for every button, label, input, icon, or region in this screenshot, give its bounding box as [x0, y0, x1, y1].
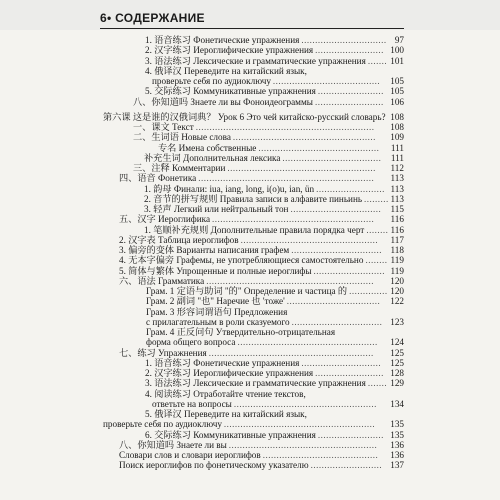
toc-entry-title: 三、注释 Комментарии	[133, 163, 226, 173]
toc-page-number: 128	[390, 368, 404, 378]
toc-entry-title: 一、课文 Текст	[133, 122, 194, 132]
leader-dots: ............................................	[258, 142, 380, 153]
toc-entry-title: 2. 汉字练习 Иероглифические упражнения	[145, 368, 314, 378]
toc-entry	[0, 96, 500, 108]
leader-dots: ................................................................	[198, 173, 375, 184]
leader-dots: .................................	[291, 245, 382, 255]
toc-entry-title: 3. 偏旁的变体 Варианты написания графем	[119, 245, 290, 255]
leader-dots: ............................................................	[208, 347, 374, 358]
toc-page-number: 113	[390, 183, 404, 194]
leader-dots: .........	[364, 193, 389, 204]
toc-page-number: 111	[390, 152, 404, 163]
leader-dots: ..........................	[310, 460, 383, 471]
toc-page-number: 122	[390, 296, 404, 307]
toc-page-number: 124	[390, 337, 404, 348]
leader-dots: ..............	[349, 286, 388, 296]
leader-dots: ....................................	[282, 152, 382, 163]
leader-dots: ....................................................	[232, 132, 376, 143]
toc-entry-title: 4. 俄译汉 Переведите на китайский язык,	[145, 65, 307, 76]
leader-dots: ........	[365, 255, 388, 266]
toc-page-number: 134	[390, 398, 404, 409]
toc-entry-title: 3. 轻声 Легкий или нейтральный тон	[144, 204, 289, 214]
toc-page-number: 125	[390, 357, 404, 368]
toc-page-number: 101	[390, 55, 404, 66]
toc-page-number: 135	[390, 419, 404, 430]
toc-entry-title: с прилагательным в роли сказуемого	[146, 316, 290, 327]
leader-dots: .......................................................	[223, 419, 376, 430]
toc-page-number: 111	[390, 142, 404, 153]
leader-dots: .............................................................	[206, 275, 374, 286]
leader-dots: ..........................................	[262, 450, 379, 460]
leader-dots: ........................	[317, 86, 384, 97]
leader-dots: ....................................................	[233, 398, 377, 409]
leader-dots: ..........................	[313, 265, 386, 276]
toc-entry-title: Словари слов и словари иероглифов	[119, 450, 261, 460]
toc-page-number: 125	[390, 347, 404, 358]
leader-dots: .......	[367, 378, 388, 389]
toc-page-number: 118	[390, 245, 404, 255]
toc-entry-title: 5. 俄译汉 Переведите на китайский язык,	[145, 409, 307, 419]
toc-page-number: 116	[390, 224, 404, 235]
toc-page-number: 106	[390, 96, 404, 107]
toc-page-number: 136	[390, 450, 404, 460]
toc-entry-title: 四、语音 Фонетика	[119, 173, 197, 184]
toc-entry	[0, 459, 500, 471]
toc-entry-title: 二、生词语 Новые слова	[133, 132, 231, 143]
leader-dots: .............................	[301, 357, 382, 368]
toc-entry-title: 1. 语音练习 Фонетические упражнения	[145, 35, 300, 45]
toc-page-number: 112	[390, 163, 404, 173]
page-title: 6• СОДЕРЖАНИЕ	[100, 11, 205, 25]
leader-dots: ......................................................	[228, 439, 378, 450]
leader-dots: .................................	[290, 204, 382, 214]
toc-page-number: 137	[390, 460, 404, 471]
toc-page-number: 97	[394, 35, 404, 45]
leader-dots: .......	[367, 55, 388, 66]
toc-entry-title: 2. 汉字表 Таблица иероглифов	[119, 234, 239, 245]
toc-page-number: 119	[390, 255, 404, 266]
toc-page-number: 135	[390, 429, 404, 440]
leader-dots: .........................	[316, 183, 385, 194]
toc-entry-title: 1. 笔顺补充规则 Дополнительные правила порядка черт	[144, 224, 365, 235]
leader-dots: ...............................	[301, 35, 387, 45]
toc-page-number: 108	[390, 111, 404, 122]
toc-entry-title: 补充生词 Дополнительная лексика	[144, 152, 281, 163]
toc-page-number: 117	[390, 234, 404, 245]
leader-dots: ........................	[317, 429, 384, 440]
toc-entry-title: 专名 Имена собственные	[158, 142, 257, 153]
toc-entry-title: 第六课 这是谁的汉俄词典？ Урок 6 Это чей китайско-русский словарь?	[103, 111, 386, 122]
leader-dots: .......................................	[272, 76, 381, 86]
leader-dots: .........................	[315, 45, 384, 56]
toc-page-number: 123	[390, 316, 404, 327]
toc-entry-title: 六、语法 Грамматика	[119, 275, 205, 286]
toc-entry-title: 七、练习 Упражнения	[119, 347, 207, 358]
leader-dots: ...........................................................	[212, 214, 375, 225]
toc-page-number: 129	[390, 378, 404, 389]
leader-dots: ........	[366, 224, 389, 235]
toc-page-number: 136	[390, 439, 404, 450]
toc-entry-title: Грам. 3 形容词谓语句 Предложения	[146, 306, 288, 317]
toc-entry-title: 1. 语音练习 Фонетические упражнения	[145, 357, 300, 368]
toc-entry-title: 5. 交际练习 Коммуникативные упражнения	[145, 86, 316, 97]
toc-entry-title: 2. 汉字练习 Иероглифические упражнения	[145, 45, 314, 56]
toc-page-number: 108	[390, 122, 404, 132]
leader-dots: ..................................	[286, 296, 381, 307]
toc-entry-title: 1. 韵母 Финали: iua, iang, long, i(o)u, ian, ün	[144, 183, 315, 194]
toc-entry-title: 4. 无本字偏旁 Графемы, не употребляющиеся самостоятельно	[119, 255, 364, 266]
leader-dots: .........................	[315, 368, 384, 378]
toc-entry-title: Грам. 1 定语与助词 "的" Определение и частица 的	[146, 286, 348, 296]
toc-entry-title: ответьте на вопросы	[152, 398, 232, 409]
leader-dots: .........................	[314, 96, 384, 107]
toc-entry-title: 2. 音节的拼写规则 Правила записи в алфавите пиньинь	[144, 193, 363, 204]
toc-entry-title: проверьте себя по аудиоключу	[152, 76, 271, 86]
toc-page-number: 116	[390, 214, 404, 225]
toc-page-number: 105	[390, 86, 404, 97]
leader-dots: .................................................................	[195, 122, 375, 132]
toc-entry-title: 八、你知道吗 Знаете ли вы	[119, 439, 227, 450]
toc-entry-title: 4. 阅读练习 Отработайте чтение текстов,	[145, 388, 306, 399]
toc-page-number: 115	[390, 204, 404, 214]
toc-page-number: 119	[390, 265, 404, 276]
leader-dots: ..................................................	[240, 234, 379, 245]
leader-dots: ......................................................	[227, 163, 376, 173]
toc-page-number: 120	[390, 275, 404, 286]
toc-entry-title: 五、汉字 Иероглифика	[119, 214, 211, 225]
toc-entry-title: Грам. 4 正反问句 Утвердительно-отрицательная	[146, 327, 336, 337]
toc-page-number: 105	[390, 76, 404, 86]
leader-dots: .................................	[291, 316, 383, 327]
toc-entry-title: 八、你知道吗 Знаете ли вы Фоноидеограммы	[133, 96, 313, 107]
toc-entry-title: 3. 语法练习 Лексические и грамматические упражнения	[145, 378, 366, 389]
toc-page-number: 109	[390, 132, 404, 143]
toc-entry-title: 6. 交际练习 Коммуникативные упражнения	[145, 429, 316, 440]
toc-page-number: 100	[390, 45, 404, 56]
toc-entry-title: Поиск иероглифов по фонетическому указателю	[119, 460, 309, 471]
toc-entry-title: 3. 语法练习 Лексические и грамматические упражнения	[145, 55, 366, 66]
toc-entry-title: Грам. 2 副词 "也" Наречие 也 'тоже'	[146, 296, 285, 307]
toc-entry-title: проверьте себя по аудиоключу	[103, 419, 222, 430]
toc-page-number: 113	[390, 173, 404, 184]
toc-entry-title: форма общего вопроса	[146, 337, 236, 348]
toc-entry-title: 5. 简体与繁体 Упрощенные и полные иероглифы	[119, 265, 312, 276]
toc-page-number: 113	[390, 193, 404, 204]
toc-page-number: 120	[390, 286, 404, 296]
leader-dots: ...................................................	[237, 337, 378, 348]
